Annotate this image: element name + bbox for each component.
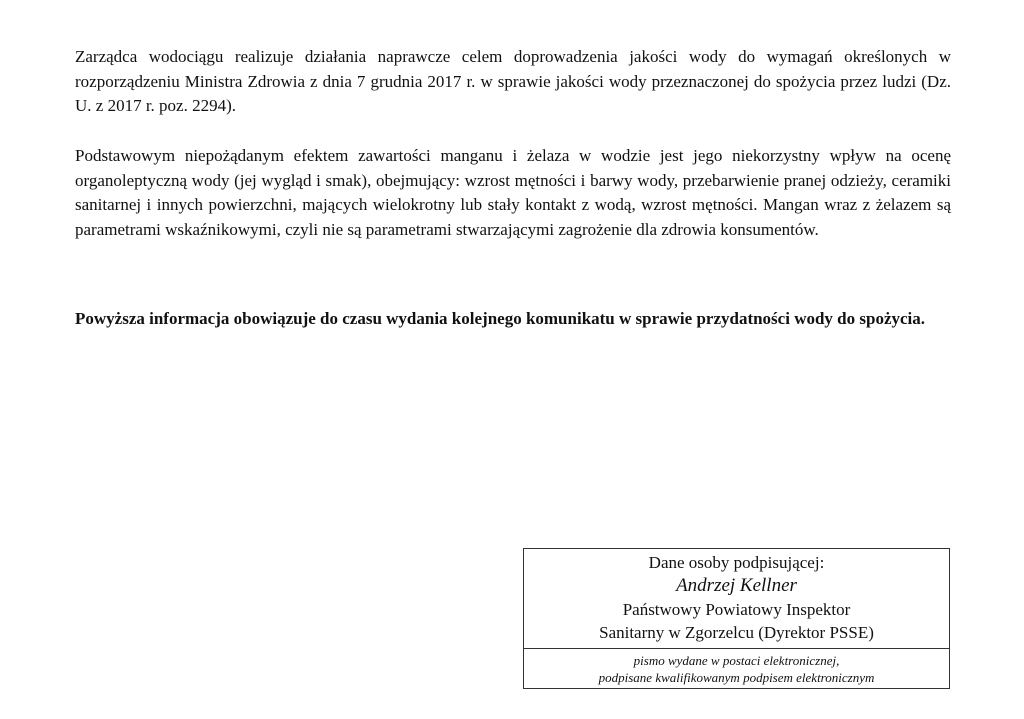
signature-heading: Dane osoby podpisującej: [648,553,825,572]
electronic-signature-note [524,649,949,686]
signatory-title-line2: Sanitarny w Zgorzelcu (Dyrektor PSSE) [599,623,874,642]
paragraph-validity-notice: Powyższa informacja obowiązuje do czasu wydania kolejnego komunikatu w sprawie przydatności wody do spożycia. [75,309,926,328]
paragraph-remedial-actions: Zarządca wodociągu realizuje działania naprawcze celem doprowadzenia jakości wody do wymagań określonych w rozporządzeniu Ministra Zdrowia z dnia 7 grudnia 2017 r. w sprawie jakości wody przeznaczonej do spożycia przez ludzi (Dz. U. z 2017 r. poz. 2294). [75,47,951,115]
note-line1: pismo wydane w postaci elektronicznej, [633,653,840,668]
note-line2: podpisane kwalifikowanym podpisem elektronicznym [598,670,875,685]
signature-details [524,549,949,649]
signatory-title-line1: Państwowy Powiatowy Inspektor [622,600,851,619]
signatory-name: Andrzej Kellner [676,575,797,596]
signature-box [523,548,950,689]
paragraph-manganese-effects: Podstawowym niepożądanym efektem zawartości manganu i żelaza w wodzie jest jego niekorzystny wpływ na ocenę organoleptyczną wody (jej wygląd i smak), obejmujący: wzrost mętności i barwy wody, przebarwienie pranej odzieży, ceramiki sanitarnej i innych powierzchni, mających wielokrotny lub stały kontakt z wodą, wzrost mętności. Mangan wraz z żelazem są parametrami wskaźnikowymi, czyli nie są parametrami stwarzającymi zagrożenie dla zdrowia konsumentów. [75,146,951,239]
